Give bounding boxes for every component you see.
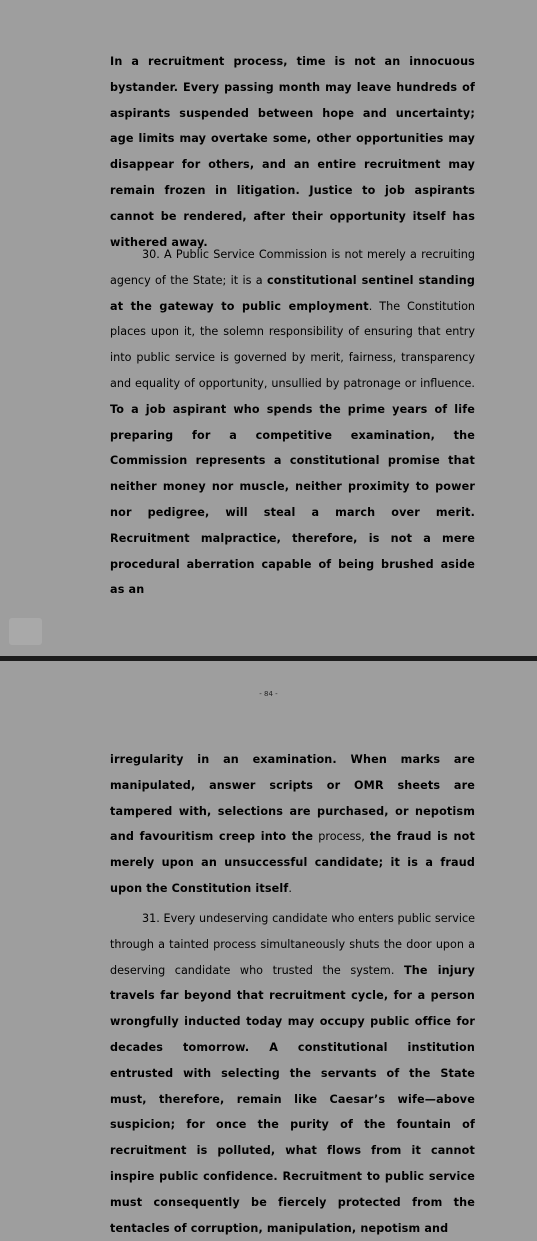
plain-text: . The Constitution places upon it, the solemn responsibility of ensuring that entry into public service is governed by merit, fairness, transparency and equality of opportunity, unsullied by patronage or influence. (110, 299, 476, 390)
bold-text: constitutional sentinel standing at the gateway to public employment (110, 273, 475, 313)
plain-text: process, (313, 830, 370, 844)
page-number: - 84 - (259, 690, 278, 698)
bold-text: In a recruitment process, time is not an innocuous bystander. Every passing month may leave hundreds of aspirants suspended between hope and uncertainty; age limits may overtake some, other opportunities may disappear for others, and an entire recruitment may remain frozen in litigation. Justice to job aspirants cannot be rendered, after their opportunity itself has withered away. (110, 55, 475, 249)
paragraph-31 (110, 906, 475, 1241)
plain-text: . (288, 881, 292, 895)
paragraph-30 (110, 242, 475, 603)
paragraph-continuation (110, 747, 475, 902)
scroll-thumb[interactable] (9, 618, 42, 645)
plain-text: 30. A Public Service Commission is not merely a recruiting agency of the State; it is a (110, 248, 475, 287)
bold-text: irregularity in an examination. When marks are manipulated, answer scripts or OMR sheets are tampered with, selections are purchased, or nepotism and favouritism creep into the (110, 753, 475, 844)
paragraph-recruitment-time (110, 49, 475, 255)
bold-text: The injury travels far beyond that recruitment cycle, for a person wrongfully inducted today may occupy public office for decades tomorrow. A constitutional institution entrusted with selecting the servants of the State must, therefore, remain like Caesar’s wife—above suspicion; for once the purity of the fountain of recruitment is polluted, what flows from it cannot inspire public confidence. Recruitment to public service must consequently be fiercely protected from the tentacles of corruption, manipulation, nepotism and (110, 963, 475, 1235)
bold-text: To a job aspirant who spends the prime years of life preparing for a competitive examination, the Commission represents a constitutional promise that neither money nor muscle, neither proximity to power nor pedigree, will steal a march over merit. Recruitment malpractice, therefore, is not a mere procedural aberration capable of being brushed aside as an (110, 402, 475, 597)
plain-text: 31. Every undeserving candidate who enters public service through a tainted process simultaneously shuts the door upon a deserving candidate who trusted the system. (110, 912, 475, 977)
bold-text: the fraud is not merely upon an unsuccessful candidate; it is a fraud upon the Constitution itself (110, 830, 475, 895)
